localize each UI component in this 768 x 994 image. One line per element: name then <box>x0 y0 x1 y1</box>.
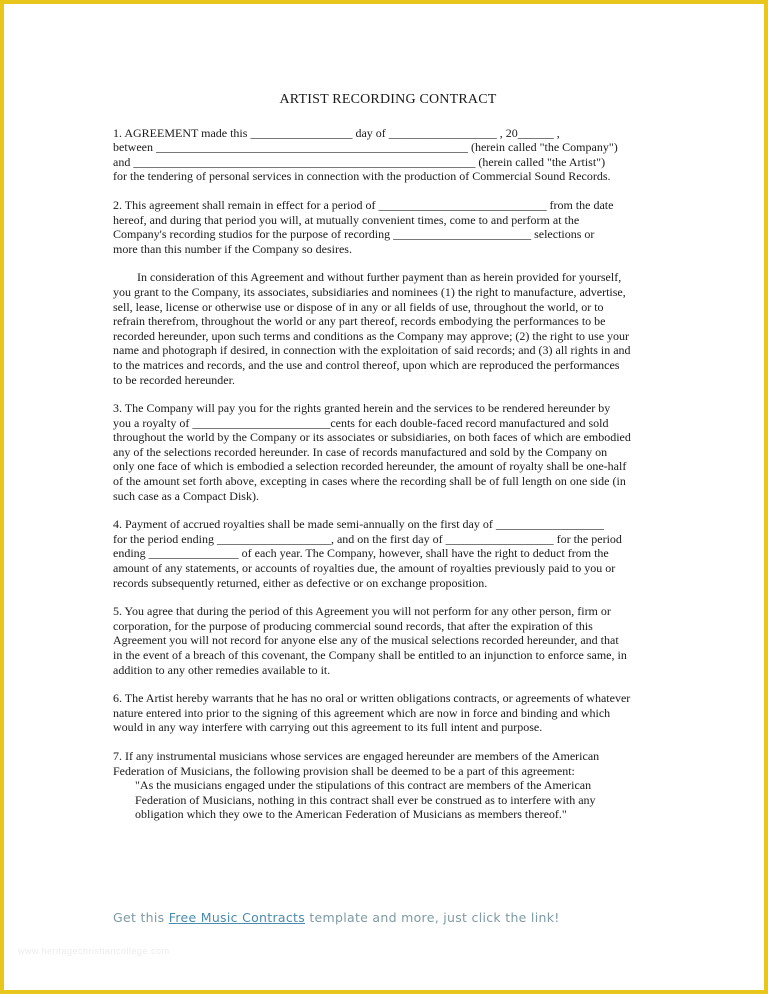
text-line: 6. The Artist hereby warrants that he has no oral or written obligations contracts, or agreements of whatever <box>113 691 631 706</box>
text-line: addition to any other remedies available to it. <box>113 662 331 677</box>
section-2 <box>113 198 659 256</box>
text-line: any of the selections recorded hereunder. In case of records manufactured and sold by the Company on <box>113 444 608 459</box>
text-line: corporation, for the purpose of producing commercial sound records, that after the expiration of this <box>113 618 593 633</box>
document-title: ARTIST RECORDING CONTRACT <box>279 92 497 107</box>
text-line: throughout the world by the Company or its associates or subsidiaries, on both faces of which are embodied <box>113 430 631 445</box>
text-line: would in any way interfere with carrying out this agreement to its full intent and purpose. <box>113 720 543 735</box>
text-line: more than this number if the Company so desires. <box>113 241 352 256</box>
footer-prefix: Get this <box>113 910 169 925</box>
section-6 <box>113 691 659 735</box>
text-line: records subsequently returned, either as defective or on exchange proposition. <box>113 575 488 590</box>
footer-suffix: template and more, just click the link! <box>305 910 560 925</box>
text-line: hereof, and during that period you will, at mutually convenient times, come to and perform at the <box>113 212 580 227</box>
section-1 <box>113 126 659 184</box>
text-line: 3. The Company will pay you for the rights granted herein and the services to be rendered hereunder by <box>113 401 611 416</box>
text-line: ending _______________ of each year. The Company, however, shall have the right to deduct from the <box>113 546 609 561</box>
text-line: for the tendering of personal services in connection with the production of Commercial Sound Records. <box>113 169 611 184</box>
text-line: amount of any statements, or accounts of royalties due, the amount of royalties previously paid to you or <box>113 561 616 576</box>
text-line: 2. This agreement shall remain in effect for a period of ____________________________ from the date <box>113 197 614 212</box>
document-page <box>4 4 764 990</box>
quote-line: obligation which they owe to the American Federation of Musicians as members thereof." <box>135 807 567 822</box>
text-line: for the period ending ___________________, and on the first day of __________________ for the period <box>113 531 622 546</box>
text-line: and _________________________________________________________ (herein called "the Artist") <box>113 154 606 169</box>
quote-line: "As the musicians engaged under the stipulations of this contract are members of the American <box>135 778 592 793</box>
text-line: only one face of which is embodied a selection recorded hereunder, the amount of royalty shall be one-half <box>113 459 627 474</box>
text-line: to be recorded hereunder. <box>113 372 235 387</box>
text-line: Company's recording studios for the purpose of recording _______________________ selections or <box>113 227 595 242</box>
text-line: recorded hereunder, upon such terms and conditions as the Company may approve; (2) the right to use your <box>113 328 630 343</box>
contract-document <box>113 93 659 836</box>
text-line: 1. AGREEMENT made this _________________ day of __________________ , 20______ , <box>113 125 560 140</box>
section-3 <box>113 401 659 503</box>
text-line: sell, lease, license or otherwise use or dispose of in any or all fields of use, throughout the world, or to <box>113 299 604 314</box>
afm-quote <box>135 778 659 822</box>
text-line: between ____________________________________________________ (herein called "the Company") <box>113 140 618 155</box>
text-line: refrain therefrom, throughout the world or any part thereof, records embodying the performances to be <box>113 314 606 329</box>
section-2-consideration <box>113 270 659 387</box>
section-7 <box>113 749 659 822</box>
text-line: you grant to the Company, its associates, subsidiaries and nominees (1) the right to manufacture, advertise, <box>113 284 626 299</box>
promo-footer <box>113 910 560 925</box>
text-line: 4. Payment of accrued royalties shall be made semi-annually on the first day of __________________ <box>113 517 604 532</box>
text-line: In consideration of this Agreement and without further payment than as herein provided for yourself, <box>137 270 622 285</box>
text-line: nature entered into prior to the signing of this agreement which are now in force and binding and which <box>113 705 611 720</box>
free-music-contracts-link[interactable]: Free Music Contracts <box>168 910 306 925</box>
text-line: you a royalty of _______________________cents for each double-faced record manufactured and sold <box>113 415 609 430</box>
text-line: in the event of a breach of this covenant, the Company shall be entitled to an injunction to enforce same, in <box>113 648 627 662</box>
quote-line: Federation of Musicians, nothing in this contract shall ever be construed as to interfere with any <box>135 792 596 807</box>
text-line: Agreement you will not record for anyone else any of the musical selections recorded hereunder, and that <box>113 633 619 648</box>
text-line: name and photograph if desired, in connection with the exploitation of said records; and (3) all rights in and <box>113 343 631 358</box>
section-4 <box>113 517 659 590</box>
section-5 <box>113 604 659 677</box>
text-line: of the amount set forth above, excepting in cases where the recording shall be of full length on one side (in <box>113 474 626 489</box>
site-watermark: www.heritagechristiancollege.com <box>18 946 170 956</box>
text-line: 5. You agree that during the period of this Agreement you will not perform for any other person, firm or <box>113 604 611 619</box>
text-line: Federation of Musicians, the following provision shall be deemed to be a part of this agreement: <box>113 763 575 778</box>
text-line: such case as a Compact Disk). <box>113 488 259 503</box>
text-line: 7. If any instrumental musicians whose services are engaged hereunder are members of the American <box>113 748 600 763</box>
text-line: to the matrices and records, and the use and control thereof, upon which are reproduced the performances <box>113 357 620 372</box>
